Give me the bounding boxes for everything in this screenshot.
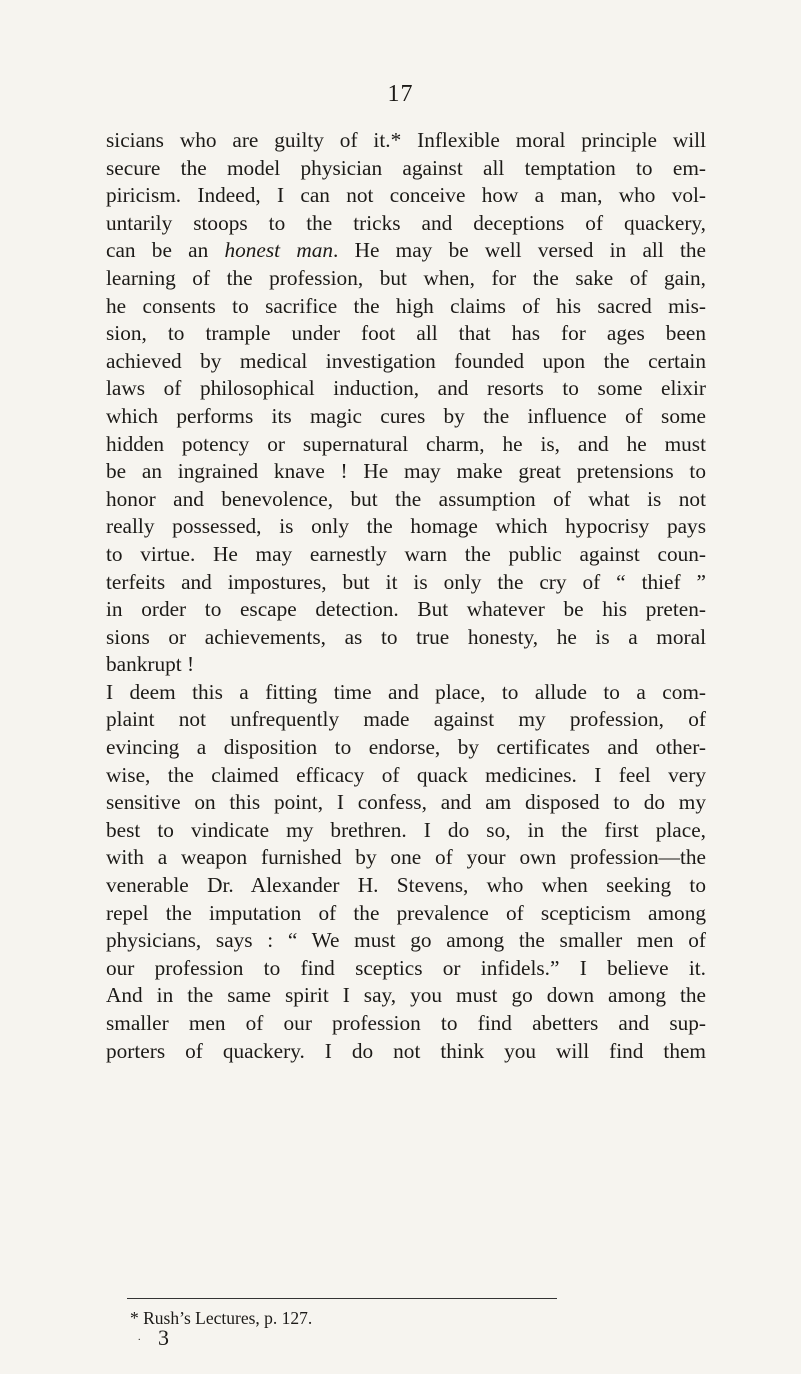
text-line: learning of the profession, but when, for the sake of gain,: [106, 265, 706, 290]
text-line: sensitive on this point, I confess, and am disposed to do my: [106, 790, 706, 815]
text-line: secure the model physician against all temptation to em-: [106, 155, 706, 180]
text-line: porters of quackery. I do not think you will find them: [106, 1038, 706, 1063]
text-line: honor and benevolence, but the assumption of what is not: [106, 486, 706, 511]
text-line: piricism. Indeed, I can not conceive how a man, who vol-: [106, 183, 706, 208]
text-line: repel the imputation of the prevalence of scepticism among: [106, 900, 706, 925]
emphasis-text: honest man: [224, 238, 334, 263]
text-line: achieved by medical investigation founded upon the certain: [106, 348, 706, 373]
text-line: in order to escape detection. But whatever be his preten-: [106, 597, 706, 622]
text-line: terfeits and impostures, but it is only the cry of “ thief ”: [106, 569, 706, 594]
text-line: laws of philosophical induction, and resorts to some elixir: [106, 376, 706, 401]
text-line: which performs its magic cures by the influence of some: [106, 403, 706, 428]
text-line: best to vindicate my brethren. I do so, in the first place,: [106, 817, 706, 842]
text-line: really possessed, is only the homage which hypocrisy pays: [106, 514, 706, 539]
footnote-divider: [127, 1298, 557, 1299]
text-line: evincing a disposition to endorse, by certificates and other-: [106, 735, 706, 760]
printer-dot-mark: .: [138, 1332, 141, 1343]
text-line: he consents to sacrifice the high claims of his sacred mis-: [106, 293, 706, 318]
text-line: sion, to trample under foot all that has for ages been: [106, 321, 706, 346]
text-line: can be an honest man. He may be well versed in all the: [106, 238, 706, 263]
text-line: our profession to find sceptics or infidels.” I believe it.: [106, 955, 706, 980]
footnote: * Rush’s Lectures, p. 127.: [130, 1308, 313, 1328]
text-line: physicians, says : “ We must go among the smaller men of: [106, 928, 706, 953]
text-line: wise, the claimed efficacy of quack medicines. I feel very: [106, 762, 706, 787]
text-line: sicians who are guilty of it.* Inflexible moral principle will: [106, 128, 706, 152]
text-line: smaller men of our profession to find abetters and sup-: [106, 1011, 706, 1035]
text-line: untarily stoops to the tricks and deceptions of quackery,: [106, 210, 706, 235]
body-text: [106, 127, 706, 1065]
text-line: to virtue. He may earnestly warn the public against coun-: [106, 541, 706, 566]
text-line: hidden potency or supernatural charm, he is, and he must: [106, 431, 706, 456]
text-line: bankrupt !: [106, 652, 195, 677]
page-number: 17: [387, 81, 414, 107]
text-line: I deem this a fitting time and place, to allude to a com-: [106, 679, 706, 704]
text-line: plaint not unfrequently made against my profession, of: [106, 707, 706, 732]
text-line: sions or achievements, as to true honesty, he is a moral: [106, 624, 706, 649]
text-line: venerable Dr. Alexander H. Stevens, who when seeking to: [106, 873, 706, 898]
text-line: be an ingrained knave ! He may make great pretensions to: [106, 459, 706, 484]
text-line: And in the same spirit I say, you must go down among the: [106, 983, 706, 1008]
text-line: with a weapon furnished by one of your own profession—the: [106, 845, 706, 870]
signature-mark: 3: [158, 1325, 169, 1350]
